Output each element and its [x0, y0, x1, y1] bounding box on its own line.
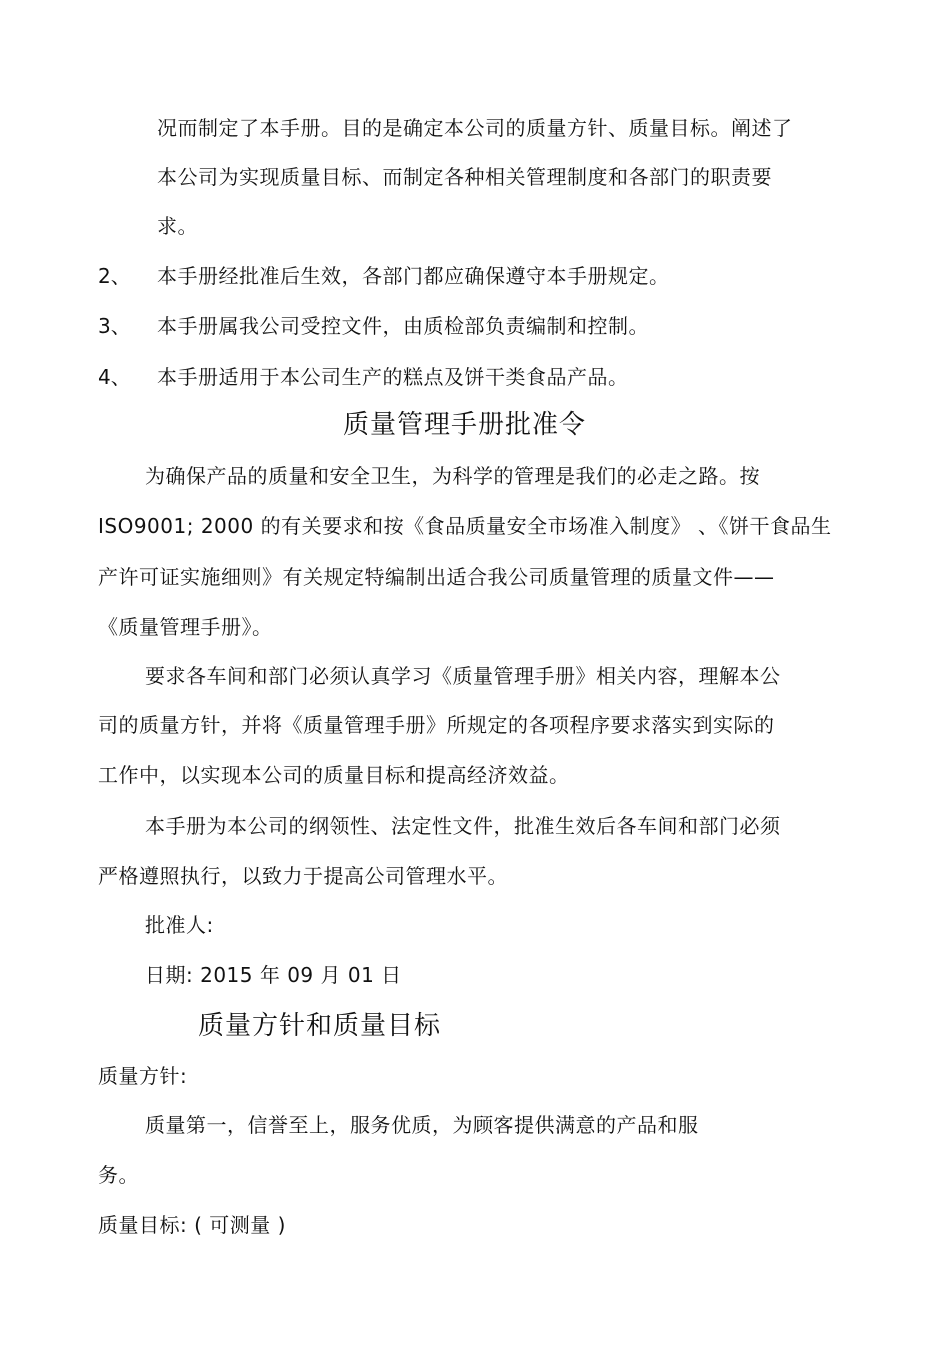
item-3-number: 3、 — [98, 314, 131, 338]
policy-heading: 质量方针和质量目标 — [198, 1011, 442, 1041]
approval-p3-line-2: 严格遵照执行，以致力于提高公司管理水平。 — [98, 864, 508, 888]
approval-p1-line-3: 产许可证实施细则》有关规定特编制出适合我公司质量管理的质量文件—— — [98, 565, 775, 589]
approval-p2-line-3: 工作中，以实现本公司的质量目标和提高经济效益。 — [98, 763, 570, 787]
approval-p3-line-1: 本手册为本公司的纲领性、法定性文件，批准生效后各车间和部门必须 — [145, 814, 781, 838]
approver-label: 批准人: — [145, 913, 214, 937]
item-3-text: 本手册属我公司受控文件，由质检部负责编制和控制。 — [157, 314, 649, 338]
approval-p2-line-1: 要求各车间和部门必须认真学习《质量管理手册》相关内容，理解本公 — [145, 664, 781, 688]
approval-p1-line-4: 《质量管理手册》。 — [98, 615, 273, 639]
approval-date: 日期: 2015 年 09 月 01 日 — [145, 963, 402, 987]
quality-policy-line-2: 务。 — [98, 1163, 139, 1187]
approval-heading: 质量管理手册批准令 — [343, 410, 587, 440]
item-4-text: 本手册适用于本公司生产的糕点及饼干类食品产品。 — [157, 365, 629, 389]
quality-policy-line-1: 质量第一，信誉至上，服务优质，为顾客提供满意的产品和服 — [145, 1113, 699, 1137]
item-4-number: 4、 — [98, 365, 131, 389]
approval-p2-line-2: 司的质量方针，并将《质量管理手册》所规定的各项程序要求落实到实际的 — [98, 713, 775, 737]
approval-p1-line-2: ISO9001; 2000 的有关要求和按《食品质量安全市场准入制度》 、《饼干食品生 — [98, 514, 832, 538]
quality-objective-label: 质量目标: ( 可测量 ) — [98, 1213, 286, 1237]
intro-line-3: 求。 — [157, 214, 198, 238]
intro-line-1: 况而制定了本手册。目的是确定本公司的质量方针、质量目标。阐述了 — [157, 116, 793, 140]
quality-policy-label: 质量方针: — [98, 1064, 188, 1088]
item-2-text: 本手册经批准后生效，各部门都应确保遵守本手册规定。 — [157, 264, 670, 288]
approval-p1-line-1: 为确保产品的质量和安全卫生，为科学的管理是我们的必走之路。按 — [145, 464, 760, 488]
item-2-number: 2、 — [98, 264, 131, 288]
intro-line-2: 本公司为实现质量目标、而制定各种相关管理制度和各部门的职责要 — [157, 165, 772, 189]
